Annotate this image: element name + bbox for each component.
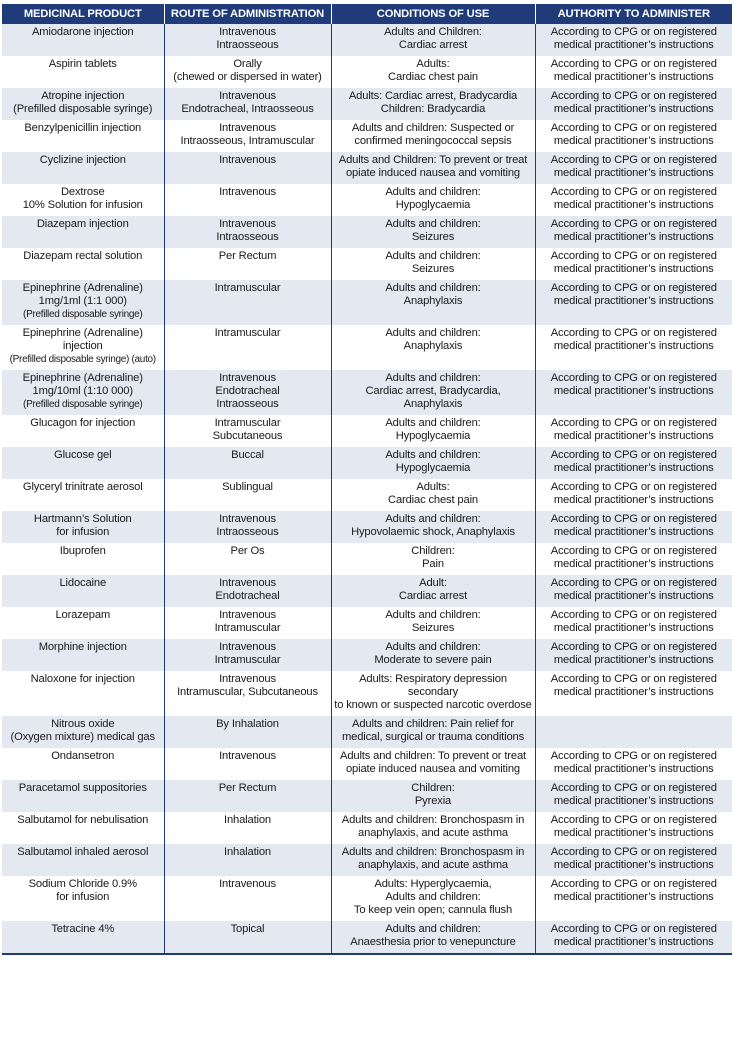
product-text: Epinephrine (Adrenaline) injection (22, 327, 143, 352)
product-cell (2, 575, 164, 607)
route-text: Per Os (230, 545, 265, 557)
header-conditions-of-use: CONDITIONS OF USE (331, 4, 535, 24)
conditions-cell (331, 152, 535, 184)
conditions-cell (331, 56, 535, 88)
product-text: Tetracine 4% (51, 923, 115, 935)
table-row (2, 812, 732, 844)
header-route-of-administration: ROUTE OF ADMINISTRATION (164, 4, 331, 24)
authority-text: According to CPG or on registered medical practitioner’s instructions (550, 513, 717, 538)
route-text: Inhalation (223, 846, 272, 858)
conditions-cell (331, 88, 535, 120)
authority-text: According to CPG or on registered medical practitioner’s instructions (550, 545, 717, 570)
product-cell (2, 780, 164, 812)
conditions-text: Adults: Hyperglycaemia, Adults and children: To keep vein open; cannula flush (353, 878, 513, 916)
conditions-cell (331, 447, 535, 479)
route-text: Intravenous Endotracheal Intraosseous (215, 372, 280, 410)
conditions-cell (331, 543, 535, 575)
conditions-text: Adults and children: Suspected or confirmed meningococcal sepsis (351, 122, 515, 147)
conditions-cell (331, 575, 535, 607)
product-text: Epinephrine (Adrenaline) 1mg/10ml (1:10 000) (22, 372, 143, 397)
product-text: Naloxone for injection (30, 673, 135, 685)
table-row (2, 24, 732, 56)
table-body (2, 24, 732, 954)
authority-text: According to CPG or on registered medical practitioner’s instructions (550, 372, 717, 397)
conditions-text: Adults and children: Anaphylaxis (385, 327, 481, 352)
route-text: By Inhalation (216, 718, 279, 730)
conditions-cell (331, 876, 535, 921)
table-row (2, 575, 732, 607)
header-authority-to-administer: AUTHORITY TO ADMINISTER (535, 4, 732, 24)
product-cell (2, 56, 164, 88)
product-cell (2, 543, 164, 575)
conditions-cell (331, 248, 535, 280)
authority-cell (535, 56, 732, 88)
route-text: Intravenous (219, 750, 276, 762)
route-cell (164, 447, 331, 479)
conditions-cell (331, 120, 535, 152)
table-row (2, 511, 732, 543)
authority-text: According to CPG or on registered medical practitioner’s instructions (550, 282, 717, 307)
conditions-cell (331, 370, 535, 415)
conditions-cell (331, 639, 535, 671)
conditions-cell (331, 780, 535, 812)
route-cell (164, 325, 331, 370)
authority-cell (535, 120, 732, 152)
route-text: Intravenous Intraosseous (216, 26, 279, 51)
authority-text: According to CPG or on registered medical practitioner’s instructions (550, 90, 717, 115)
product-cell (2, 280, 164, 325)
authority-text: According to CPG or on registered medical practitioner’s instructions (550, 577, 717, 602)
conditions-cell (331, 184, 535, 216)
product-text: Salbutamol for nebulisation (17, 814, 149, 826)
table-row (2, 280, 732, 325)
route-text: Intramuscular Subcutaneous (212, 417, 283, 442)
product-cell (2, 844, 164, 876)
authority-cell (535, 88, 732, 120)
authority-cell (535, 575, 732, 607)
authority-text: According to CPG or on registered medical practitioner’s instructions (550, 449, 717, 474)
route-cell (164, 479, 331, 511)
route-cell (164, 671, 331, 716)
route-cell (164, 120, 331, 152)
route-cell (164, 152, 331, 184)
authority-text: According to CPG or on registered medical practitioner’s instructions (550, 481, 717, 506)
route-cell (164, 575, 331, 607)
product-text: Diazepam injection (36, 218, 129, 230)
product-text: Amiodarone injection (32, 26, 134, 38)
authority-cell (535, 511, 732, 543)
route-text: Per Rectum (218, 782, 277, 794)
authority-text: According to CPG or on registered medical practitioner’s instructions (550, 218, 717, 243)
route-text: Intravenous Intramuscular (214, 641, 281, 666)
route-text: Buccal (231, 449, 264, 461)
table-row (2, 921, 732, 954)
conditions-cell (331, 325, 535, 370)
product-text: Glyceryl trinitrate aerosol (22, 481, 143, 493)
conditions-text: Adults and children: Bronchospasm in anaphylaxis, and acute asthma (341, 814, 525, 839)
authority-cell (535, 280, 732, 325)
table-row (2, 479, 732, 511)
product-cell (2, 216, 164, 248)
conditions-text: Adults: Respiratory depression secondary to known or suspected narcotic overdose (334, 673, 532, 711)
authority-text: According to CPG or on registered medical practitioner’s instructions (550, 750, 717, 775)
product-text: Paracetamol suppositories (18, 782, 147, 794)
conditions-text: Adults: Cardiac arrest, Bradycardia Children: Bradycardia (348, 90, 518, 115)
conditions-cell (331, 280, 535, 325)
conditions-cell (331, 479, 535, 511)
product-cell (2, 24, 164, 56)
authority-text: According to CPG or on registered medical practitioner’s instructions (550, 846, 717, 871)
product-cell (2, 671, 164, 716)
route-text: Per Rectum (218, 250, 277, 262)
authority-cell (535, 325, 732, 370)
authority-cell (535, 716, 732, 748)
conditions-cell (331, 748, 535, 780)
conditions-cell (331, 415, 535, 447)
authority-cell (535, 607, 732, 639)
route-text: Intravenous (219, 186, 276, 198)
product-cell (2, 120, 164, 152)
conditions-text: Adults and children: Bronchospasm in anaphylaxis, and acute asthma (341, 846, 525, 871)
conditions-text: Adults and children: Seizures (385, 218, 481, 243)
authority-cell (535, 671, 732, 716)
conditions-cell (331, 671, 535, 716)
medicines-table (2, 4, 732, 955)
product-cell (2, 248, 164, 280)
route-cell (164, 24, 331, 56)
product-text: Benzylpenicillin injection (24, 122, 142, 134)
product-cell (2, 325, 164, 370)
authority-cell (535, 812, 732, 844)
conditions-text: Adults and children: Hypoglycaemia (385, 449, 481, 474)
conditions-cell (331, 216, 535, 248)
authority-cell (535, 184, 732, 216)
route-text: Orally (chewed or dispersed in water) (173, 58, 322, 83)
table-row (2, 325, 732, 370)
conditions-cell (331, 24, 535, 56)
authority-cell (535, 415, 732, 447)
route-cell (164, 876, 331, 921)
authority-cell (535, 876, 732, 921)
authority-text: According to CPG or on registered medical practitioner’s instructions (550, 878, 717, 903)
authority-text: According to CPG or on registered medical practitioner’s instructions (550, 58, 717, 83)
product-text: Lidocaine (59, 577, 107, 589)
header-medicinal-product: MEDICINAL PRODUCT (2, 4, 164, 24)
route-text: Intravenous Intraosseous (216, 218, 279, 243)
route-text: Intravenous (219, 154, 276, 166)
authority-cell (535, 748, 732, 780)
conditions-cell (331, 716, 535, 748)
product-note-text: (Prefilled disposable syringe) (23, 309, 143, 320)
product-text: Lorazepam (55, 609, 111, 621)
conditions-text: Adults and children: Pain relief for medical, surgical or trauma conditions (341, 718, 525, 743)
authority-text: According to CPG or on registered medical practitioner’s instructions (550, 417, 717, 442)
product-cell (2, 479, 164, 511)
route-text: Intramuscular (214, 327, 281, 339)
table-row (2, 152, 732, 184)
route-cell (164, 607, 331, 639)
conditions-text: Adults and children: Anaesthesia prior to venepuncture (350, 923, 516, 948)
product-text: Glucose gel (54, 449, 112, 461)
route-cell (164, 748, 331, 780)
authority-cell (535, 216, 732, 248)
table-row (2, 120, 732, 152)
conditions-text: Adults and children: Cardiac arrest, Bradycardia, Anaphylaxis (365, 372, 501, 410)
product-text: Atropine injection (Prefilled disposable syringe) (13, 90, 153, 115)
route-text: Intravenous Intraosseous (216, 513, 279, 538)
route-text: Intravenous Intramuscular (214, 609, 281, 634)
authority-cell (535, 780, 732, 812)
table-row (2, 415, 732, 447)
conditions-text: Adults and children: Hypovolaemic shock, Anaphylaxis (351, 513, 515, 538)
table-row (2, 248, 732, 280)
conditions-text: Adults and children: Hypoglycaemia (385, 186, 481, 211)
conditions-text: Adult: Cardiac arrest (398, 577, 468, 602)
product-cell (2, 812, 164, 844)
product-note-text: (Prefilled disposable syringe) (23, 399, 143, 410)
conditions-cell (331, 844, 535, 876)
conditions-text: Adults and children: Hypoglycaemia (385, 417, 481, 442)
route-cell (164, 921, 331, 954)
table-row (2, 56, 732, 88)
authority-text: According to CPG or on registered medical practitioner’s instructions (550, 154, 717, 179)
product-cell (2, 415, 164, 447)
conditions-text: Adults: Cardiac chest pain (388, 58, 478, 83)
route-text: Intravenous (219, 878, 276, 890)
authority-text: According to CPG or on registered medical practitioner’s instructions (550, 673, 717, 698)
product-text: Sodium Chloride 0.9% for infusion (28, 878, 137, 903)
authority-text: According to CPG or on registered medical practitioner’s instructions (550, 250, 717, 275)
route-cell (164, 716, 331, 748)
conditions-text: Adults and children: Seizures (385, 250, 481, 275)
route-text: Intramuscular (214, 282, 281, 294)
authority-cell (535, 447, 732, 479)
product-cell (2, 184, 164, 216)
product-text: Epinephrine (Adrenaline) 1mg/1ml (1:1 000) (22, 282, 143, 307)
product-cell (2, 511, 164, 543)
route-cell (164, 543, 331, 575)
product-text: Dextrose 10% Solution for infusion (22, 186, 143, 211)
route-cell (164, 639, 331, 671)
authority-text: According to CPG or on registered medical practitioner’s instructions (550, 814, 717, 839)
table-row (2, 876, 732, 921)
authority-text: According to CPG or on registered medical practitioner’s instructions (550, 186, 717, 211)
product-cell (2, 152, 164, 184)
product-text: Glucagon for injection (30, 417, 136, 429)
authority-cell (535, 24, 732, 56)
table-row (2, 780, 732, 812)
authority-cell (535, 152, 732, 184)
table-row (2, 370, 732, 415)
route-text: Intravenous Intramuscular, Subcutaneous (177, 673, 318, 698)
conditions-text: Adults and children: Seizures (385, 609, 481, 634)
product-text: Ondansetron (51, 750, 115, 762)
product-cell (2, 716, 164, 748)
table-row (2, 844, 732, 876)
route-text: Intravenous Endotracheal, Intraosseous (181, 90, 314, 115)
product-text: Cyclizine injection (39, 154, 126, 166)
route-cell (164, 88, 331, 120)
medicines-table-container (2, 4, 732, 955)
product-text: Ibuprofen (59, 545, 106, 557)
conditions-text: Adults and Children: To prevent or treat opiate induced nausea and vomiting (338, 154, 528, 179)
conditions-text: Adults and children: To prevent or treat opiate induced nausea and vomiting (340, 750, 526, 775)
product-cell (2, 370, 164, 415)
conditions-text: Adults and children: Anaphylaxis (385, 282, 481, 307)
route-cell (164, 248, 331, 280)
authority-text: According to CPG or on registered medical practitioner’s instructions (550, 327, 717, 352)
header-row (2, 4, 732, 24)
authority-text: According to CPG or on registered medical practitioner’s instructions (550, 641, 717, 666)
route-text: Intravenous Intraosseous, Intramuscular (180, 122, 315, 147)
table-row (2, 447, 732, 479)
conditions-text: Adults and Children: Cardiac arrest (384, 26, 482, 51)
product-cell (2, 748, 164, 780)
product-cell (2, 607, 164, 639)
product-text: Hartmann’s Solution for infusion (33, 513, 132, 538)
product-text: Salbutamol inhaled aerosol (17, 846, 149, 858)
table-row (2, 543, 732, 575)
conditions-cell (331, 921, 535, 954)
conditions-cell (331, 812, 535, 844)
authority-cell (535, 844, 732, 876)
route-cell (164, 216, 331, 248)
route-text: Intravenous Endotracheal (215, 577, 280, 602)
authority-cell (535, 921, 732, 954)
authority-cell (535, 248, 732, 280)
conditions-text: Adults and children: Moderate to severe pain (374, 641, 492, 666)
table-row (2, 88, 732, 120)
authority-text: According to CPG or on registered medical practitioner’s instructions (550, 26, 717, 51)
table-row (2, 639, 732, 671)
route-text: Inhalation (223, 814, 272, 826)
conditions-text: Children: Pain (411, 545, 455, 570)
route-cell (164, 780, 331, 812)
product-cell (2, 88, 164, 120)
product-cell (2, 921, 164, 954)
route-cell (164, 370, 331, 415)
route-cell (164, 56, 331, 88)
route-text: Topical (230, 923, 265, 935)
authority-cell (535, 479, 732, 511)
product-cell (2, 876, 164, 921)
route-cell (164, 812, 331, 844)
product-cell (2, 639, 164, 671)
table-row (2, 716, 732, 748)
product-note-text: (Prefilled disposable syringe) (auto) (9, 354, 156, 365)
product-text: Morphine injection (38, 641, 127, 653)
product-text: Nitrous oxide (Oxygen mixture) medical gas (10, 718, 155, 743)
authority-text: According to CPG or on registered medical practitioner’s instructions (550, 609, 717, 634)
authority-cell (535, 639, 732, 671)
conditions-text: Adults: Cardiac chest pain (388, 481, 478, 506)
authority-cell (535, 543, 732, 575)
table-row (2, 216, 732, 248)
authority-text: According to CPG or on registered medical practitioner’s instructions (550, 122, 717, 147)
table-header (2, 4, 732, 24)
product-text: Diazepam rectal solution (23, 250, 143, 262)
route-cell (164, 184, 331, 216)
conditions-cell (331, 607, 535, 639)
route-cell (164, 280, 331, 325)
table-row (2, 748, 732, 780)
authority-text: According to CPG or on registered medical practitioner’s instructions (550, 923, 717, 948)
authority-text: According to CPG or on registered medical practitioner’s instructions (550, 782, 717, 807)
authority-cell (535, 370, 732, 415)
table-row (2, 671, 732, 716)
product-cell (2, 447, 164, 479)
route-cell (164, 415, 331, 447)
conditions-cell (331, 511, 535, 543)
conditions-text: Children: Pyrexia (411, 782, 455, 807)
route-cell (164, 511, 331, 543)
route-text: Sublingual (222, 481, 273, 493)
table-row (2, 607, 732, 639)
table-row (2, 184, 732, 216)
product-text: Aspirin tablets (48, 58, 117, 70)
route-cell (164, 844, 331, 876)
